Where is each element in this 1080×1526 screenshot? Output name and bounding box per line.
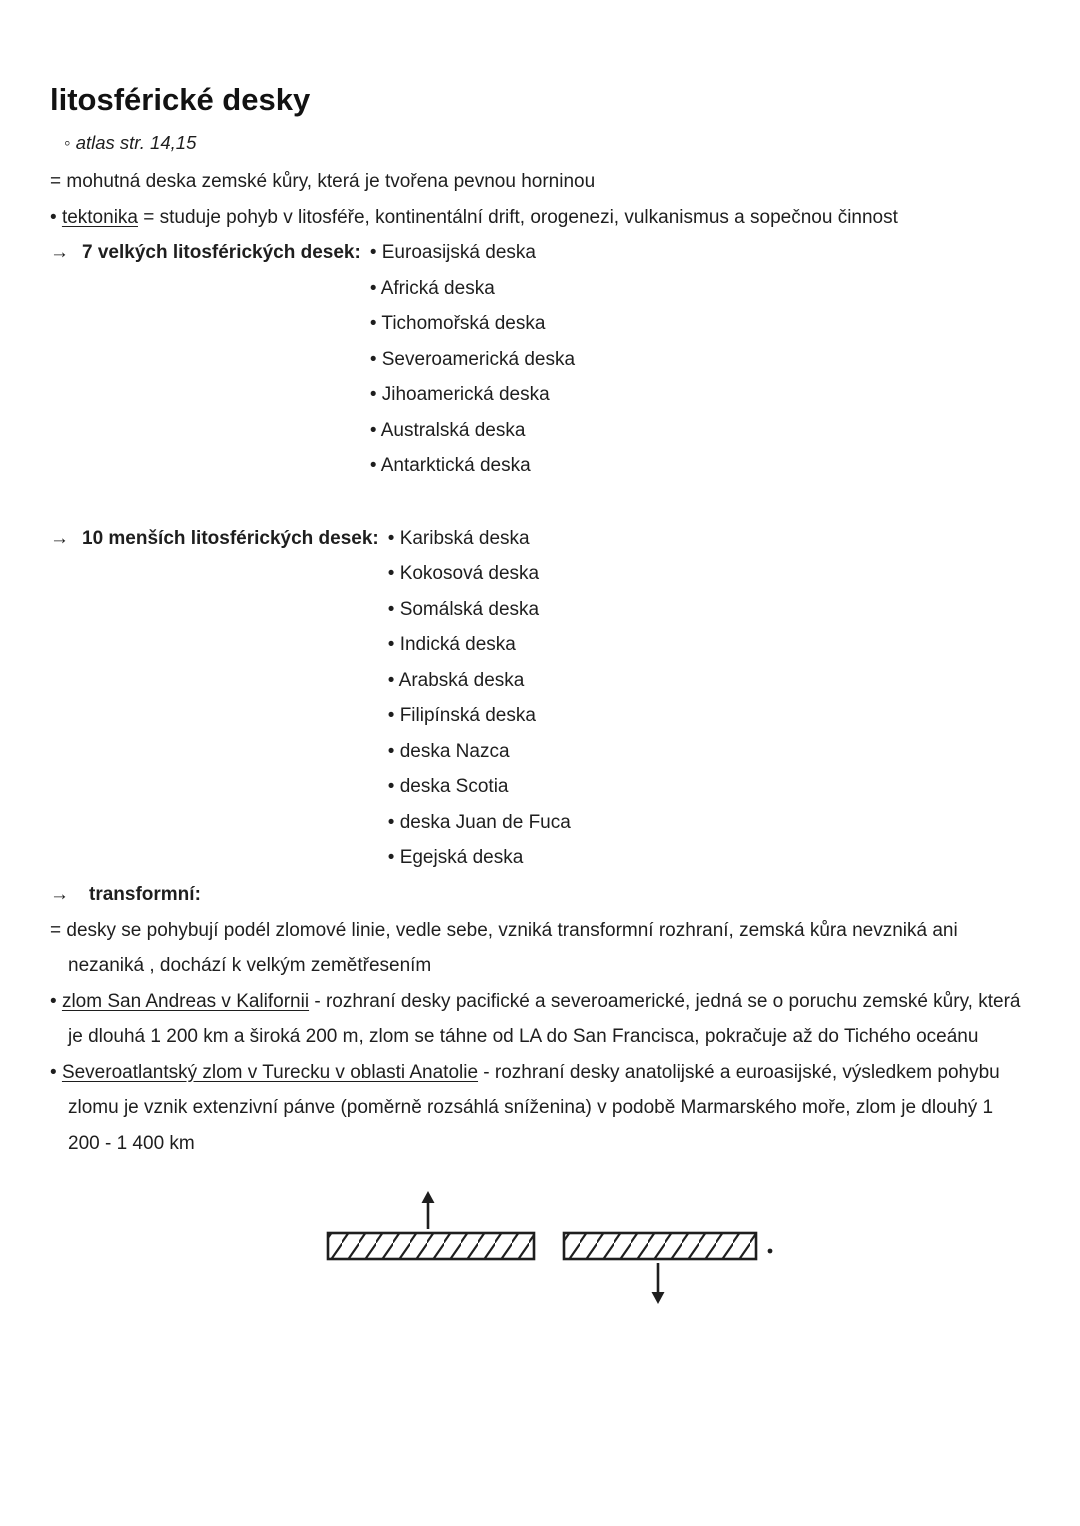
tektonika-rest: = studuje pohyb v litosféře, kontinentální drift, orogenezi, vulkanismus a sopečnou činnost [137, 206, 898, 228]
arrow-icon: → [50, 883, 69, 905]
major-plates-heading: 7 velkých litosférických desek: [82, 242, 361, 263]
arrow-icon: → [50, 527, 69, 549]
list-item: • Karibská deska [387, 527, 530, 549]
tektonika-line [50, 200, 1022, 236]
minor-plates-label [50, 521, 379, 557]
transform-fault-diagram-svg [308, 1191, 778, 1309]
san-andreas-line [50, 984, 1022, 1055]
anatolia-line [50, 1055, 1022, 1162]
up-arrow-icon [422, 1191, 435, 1229]
bullet-marker: • [50, 990, 57, 1012]
list-item: • Severoamerická deska [369, 348, 576, 370]
page-title: litosférické desky [50, 82, 311, 117]
minor-plates-section [50, 521, 1022, 876]
list-item: • Arabská deska [387, 669, 525, 691]
san-andreas-term: zlom San Andreas v Kalifornii [61, 990, 310, 1012]
transform-fault-diagram [308, 1191, 1022, 1314]
list-item: • Indická deska [387, 634, 516, 655]
list-item: • Jihoamerická deska [369, 384, 550, 405]
definition-line: = mohutná deska zemské kůry, která je tvořena pevnou horninou [50, 171, 596, 192]
minor-plates-list [388, 521, 571, 876]
minor-plates-heading: 10 menších litosférických desek: [82, 527, 379, 549]
right-plate-block [564, 1233, 756, 1259]
list-item: • Euroasijská deska [369, 242, 536, 263]
anatolia-rest: - rozhraní desky anatolijské a euroasijské, výsledkem pohybu zlomu je vznik extenzivní pánve (poměrně rozsáhlá sníženina) v podobě Marmarského moře, zlom je dlouhý 1 200 - 1 400 km [68, 1061, 1000, 1154]
list-item: • Filipínská deska [387, 705, 536, 726]
down-arrow-icon [652, 1263, 665, 1304]
transform-heading-label: transformní: [89, 883, 201, 905]
list-item: • Antarktická deska [369, 455, 531, 476]
major-plates-label [50, 235, 361, 271]
list-item: • deska Juan de Fuca [387, 811, 571, 833]
list-item: • Australská deska [369, 419, 526, 441]
tektonika-term: tektonika [61, 206, 138, 228]
list-item: • Africká deska [369, 277, 495, 299]
bullet-marker: • [50, 1061, 57, 1083]
anatolia-term: Severoatlantský zlom v Turecku v oblasti Anatolie [61, 1061, 479, 1083]
list-item: • Egejská deska [387, 847, 524, 868]
san-andreas-rest: - rozhraní desky pacifické a severoamerické, jedná se o poruchu zemské kůry, která je dlouhá 1 200 km a široká 200 m, zlom se táhne od LA do San Francisca, pokračuje až do Tichého oceánu [68, 990, 1021, 1047]
atlas-note: ◦ atlas str. 14,15 [64, 132, 197, 153]
bullet-marker: • [50, 206, 57, 228]
left-plate-block [328, 1233, 534, 1259]
list-item: • Somálská deska [387, 598, 540, 620]
major-plates-section [50, 235, 1022, 484]
transform-heading [50, 876, 1022, 913]
arrow-icon: → [50, 242, 69, 263]
list-item: • Tichomořská deska [369, 313, 546, 334]
ink-dot [768, 1249, 773, 1254]
list-item: • deska Scotia [387, 776, 509, 797]
major-plates-list [370, 235, 575, 484]
list-item: • deska Nazca [387, 740, 510, 762]
transform-definition: = desky se pohybují podél zlomové linie, vedle sebe, vzniká transformní rozhraní, zemská kůra nevzniká ani nezaniká , dochází k velkým zemětřesením [50, 919, 958, 976]
list-item: • Kokosová deska [387, 563, 540, 584]
